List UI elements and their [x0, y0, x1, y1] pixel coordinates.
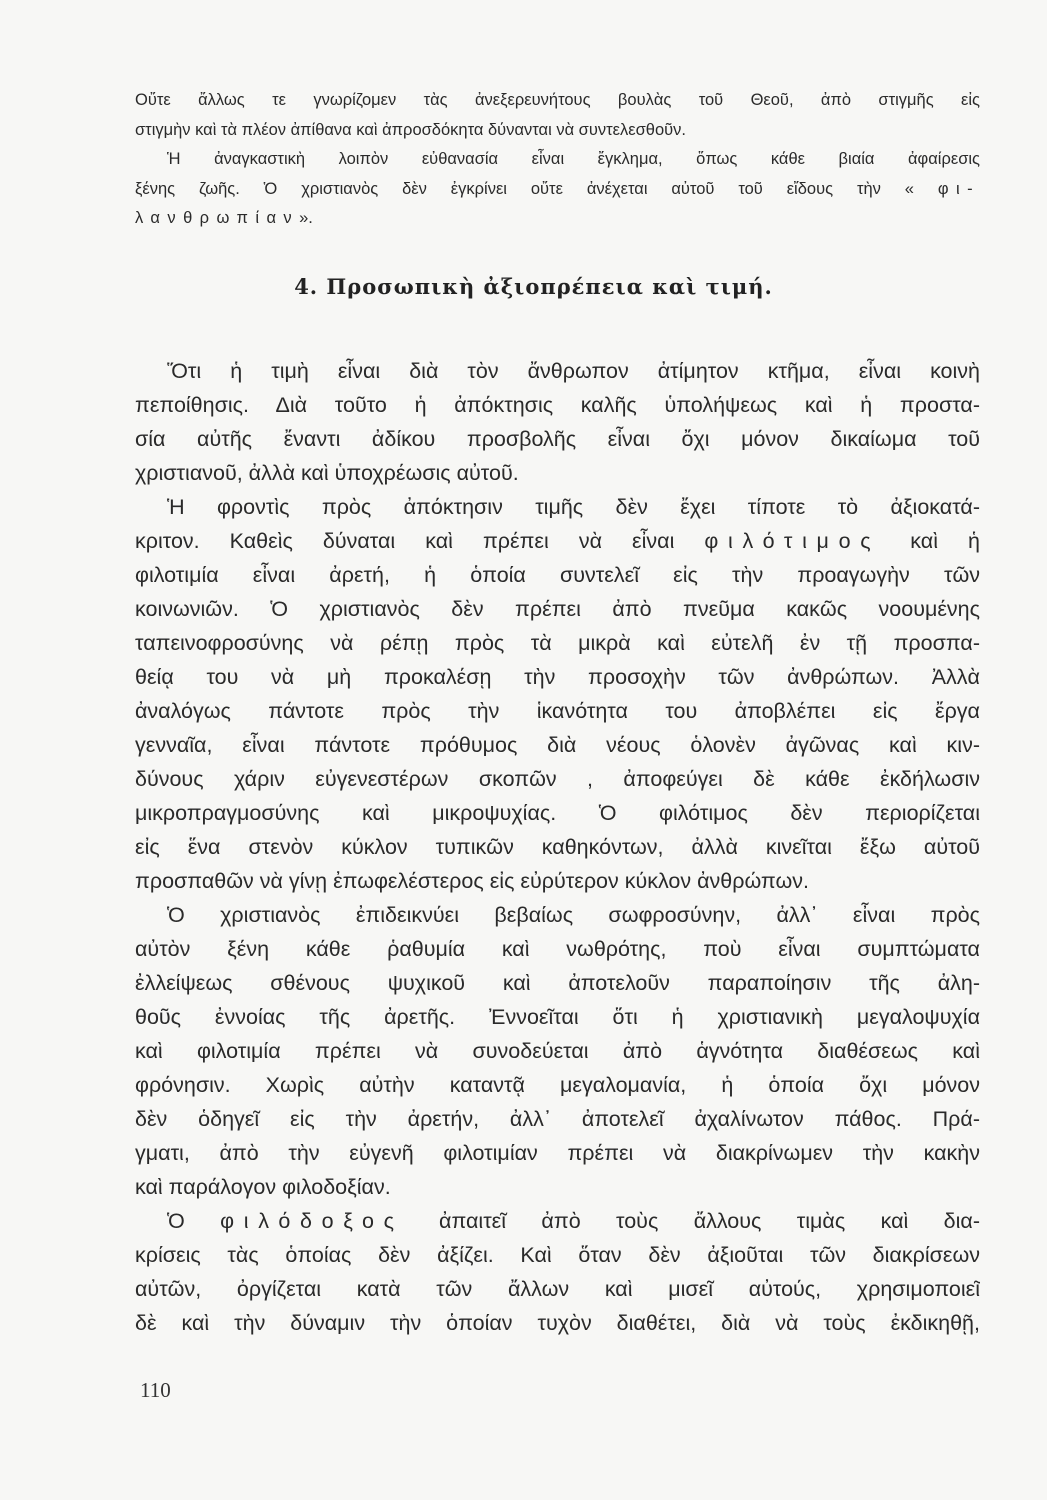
text-segment: καὶ φιλοτιμία πρέπει νὰ συνοδεύεται ἀπὸ ἁγνότητα διαθέσεως καὶ: [135, 1039, 980, 1063]
text-segment: σία αὐτῆς ἔναντι ἀδίκου προσβολῆς εἶναι ὄχι μόνον δικαίωμα τοῦ: [135, 427, 980, 451]
text-line: [135, 524, 980, 558]
text-segment: φιλοτιμία εἶναι ἀρετή, ἡ ὁποία συντελεῖ εἰς τὴν προαγωγὴν τῶν: [135, 563, 980, 587]
text-line: [135, 1136, 980, 1170]
text-segment: Οὔτε ἄλλως τε γνωρίζομεν τὰς ἀνεξερευνήτους βουλὰς τοῦ Θεοῦ, ἀπὸ στιγμῆς εἰς: [135, 91, 980, 109]
text-line: [135, 728, 980, 762]
text-segment: γματι, ἀπὸ τὴν εὐγενῆ φιλοτιμίαν πρέπει νὰ διακρίνωμεν τὴν κακὴν: [135, 1141, 980, 1165]
text-line: [135, 592, 980, 626]
text-segment: ἐλλείψεως σθένους ψυχικοῦ καὶ ἀποτελοῦν παραποίησιν τῆς ἀλη-: [135, 971, 980, 995]
text-line: [135, 558, 980, 592]
text-line: [135, 1306, 980, 1340]
text-line: [135, 966, 980, 1000]
text-segment: πεποίθησις. Διὰ τοῦτο ἡ ἀπόκτησις καλῆς ὑπολήψεως καὶ ἡ προστα-: [135, 393, 980, 417]
text-segment: κριτον. Καθεὶς δύναται καὶ πρέπει νὰ εἶναι: [135, 529, 705, 553]
text-line: [135, 145, 980, 175]
text-segment: εἰς ἕνα στενὸν κύκλον τυπικῶν καθηκόντων, ἀλλὰ κινεῖται ἔξω αὐτοῦ: [135, 835, 980, 859]
text-line: [135, 1170, 980, 1204]
text-segment: αὐτὸν ξένη κάθε ῥαθυμία καὶ νωθρότης, ποὺ εἶναι συμπτώματα: [135, 937, 980, 961]
text-segment: ξένης ζωῆς. Ὁ χριστιανὸς δὲν ἐγκρίνει οὔτε ἀνέχεται αὐτοῦ τοῦ εἴδους τὴν «: [135, 179, 938, 198]
text-line: [135, 932, 980, 966]
text-segment: γενναῖα, εἶναι πάντοτε πρόθυμος διὰ νέους ὁλονὲν ἀγῶνας καὶ κιν-: [135, 733, 980, 757]
text-segment: φρόνησιν. Χωρὶς αὐτὴν καταντᾷ μεγαλομανία, ἡ ὁποία ὄχι μόνον: [135, 1073, 980, 1097]
text-line: [135, 1272, 980, 1306]
text-segment: μικροπραγμοσύνης καὶ μικροψυχίας. Ὁ φιλότιμος δὲν περιορίζεται: [135, 801, 980, 825]
text-line: [135, 1068, 980, 1102]
text-line: [135, 204, 980, 234]
page-number: 110: [140, 1378, 171, 1402]
text-line: [135, 388, 980, 422]
text-segment: θοῦς ἐννοίας τῆς ἀρετῆς. Ἐννοεῖται ὅτι ἡ χριστιανικὴ μεγαλοψυχία: [135, 1005, 980, 1029]
text-segment: ἀναλόγως πάντοτε πρὸς τὴν ἱκανότητα του ἀποβλέπει εἰς ἔργα: [135, 699, 980, 723]
text-segment: θείᾳ του νὰ μὴ προκαλέσῃ τὴν προσοχὴν τῶν ἀνθρώπων. Ἀλλὰ: [135, 665, 980, 689]
text-line: [135, 898, 980, 932]
text-segment: δύνους χάριν εὐγενεστέρων σκοπῶν , ἀποφεύγει δὲ κάθε ἐκδήλωσιν: [135, 767, 980, 791]
text-segment: Ἡ φροντὶς πρὸς ἀπόκτησιν τιμῆς δὲν ἔχει τίποτε τὸ ἀξιοκατά-: [167, 495, 980, 519]
text-segment: κοινωνιῶν. Ὁ χριστιανὸς δὲν πρέπει ἀπὸ πνεῦμα κακῶς νοουμένης: [135, 597, 980, 621]
emphasized-word: φιλότιμος: [704, 529, 881, 553]
top-paragraphs: [135, 86, 980, 234]
section-heading: 4. Προσωπικὴ ἀξιοπρέπεια καὶ τιμή.: [294, 274, 773, 299]
text-segment: Ὅτι ἡ τιμὴ εἶναι διὰ τὸν ἄνθρωπον ἀτίμητον κτῆμα, εἶναι κοινὴ: [167, 359, 980, 383]
text-line: [135, 1204, 980, 1238]
text-line: [135, 864, 980, 898]
text-line: [135, 86, 980, 116]
text-line: [135, 830, 980, 864]
text-segment: δὲ καὶ τὴν δύναμιν τὴν ὁποίαν τυχὸν διαθέτει, διὰ νὰ τοὺς ἐκδικηθῇ,: [135, 1311, 980, 1335]
text-line: [135, 1034, 980, 1068]
text-line: [135, 1000, 980, 1034]
text-segment: χριστιανοῦ, ἀλλὰ καὶ ὑποχρέωσις αὐτοῦ.: [135, 461, 519, 485]
text-segment: Ὁ χριστιανὸς ἐπιδεικνύει βεβαίως σωφροσύνην, ἀλλ᾽ εἶναι πρὸς: [167, 903, 980, 927]
text-segment: Ἡ ἀναγκαστικὴ λοιπὸν εὐθανασία εἶναι ἔγκλημα, ὅπως κάθε βιαία ἀφαίρεσις: [167, 150, 980, 168]
text-segment: στιγμὴν καὶ τὰ πλέον ἀπίθανα καὶ ἀπροσδόκητα δύνανται νὰ συντελεσθοῦν.: [135, 120, 687, 139]
text-segment: καὶ παράλογον φιλοδοξίαν.: [135, 1175, 391, 1199]
emphasized-word: φιλόδοξος: [220, 1209, 404, 1233]
section-body: [135, 354, 980, 1340]
text-segment: καὶ ἡ: [880, 529, 980, 553]
text-segment: δὲν ὁδηγεῖ εἰς τὴν ἀρετήν, ἀλλ᾽ ἀποτελεῖ ἀχαλίνωτον πάθος. Πρά-: [135, 1107, 980, 1131]
text-line: [135, 175, 980, 205]
text-line: [135, 694, 980, 728]
text-line: [135, 422, 980, 456]
text-segment: κρίσεις τὰς ὁποίας δὲν ἀξίζει. Καὶ ὅταν δὲν ἀξιοῦται τῶν διακρίσεων: [135, 1243, 980, 1267]
text-segment: Ὁ: [167, 1209, 221, 1233]
text-segment: ».: [299, 209, 313, 227]
text-line: [135, 660, 980, 694]
text-segment: ταπεινοφροσύνης νὰ ρέπῃ πρὸς τὰ μικρὰ καὶ εὐτελῆ ἐν τῇ προσπα-: [135, 631, 980, 655]
text-segment: αὐτῶν, ὀργίζεται κατὰ τῶν ἄλλων καὶ μισεῖ αὐτούς, χρησιμοποιεῖ: [135, 1277, 980, 1301]
text-line: [135, 490, 980, 524]
emphasized-word: φι-: [937, 179, 980, 198]
text-line: [135, 796, 980, 830]
text-line: [135, 354, 980, 388]
emphasized-word: λανθρωπίαν: [135, 209, 300, 227]
text-segment: ἀπαιτεῖ ἀπὸ τοὺς ἄλλους τιμὰς καὶ δια-: [403, 1209, 980, 1233]
text-line: [135, 1102, 980, 1136]
text-line: [135, 456, 980, 490]
text-line: [135, 762, 980, 796]
text-line: [135, 1238, 980, 1272]
text-line: [135, 626, 980, 660]
text-line: [135, 116, 980, 146]
text-segment: προσπαθῶν νὰ γίνῃ ἐπωφελέστερος εἰς εὐρύτερον κύκλον ἀνθρώπων.: [135, 869, 809, 893]
